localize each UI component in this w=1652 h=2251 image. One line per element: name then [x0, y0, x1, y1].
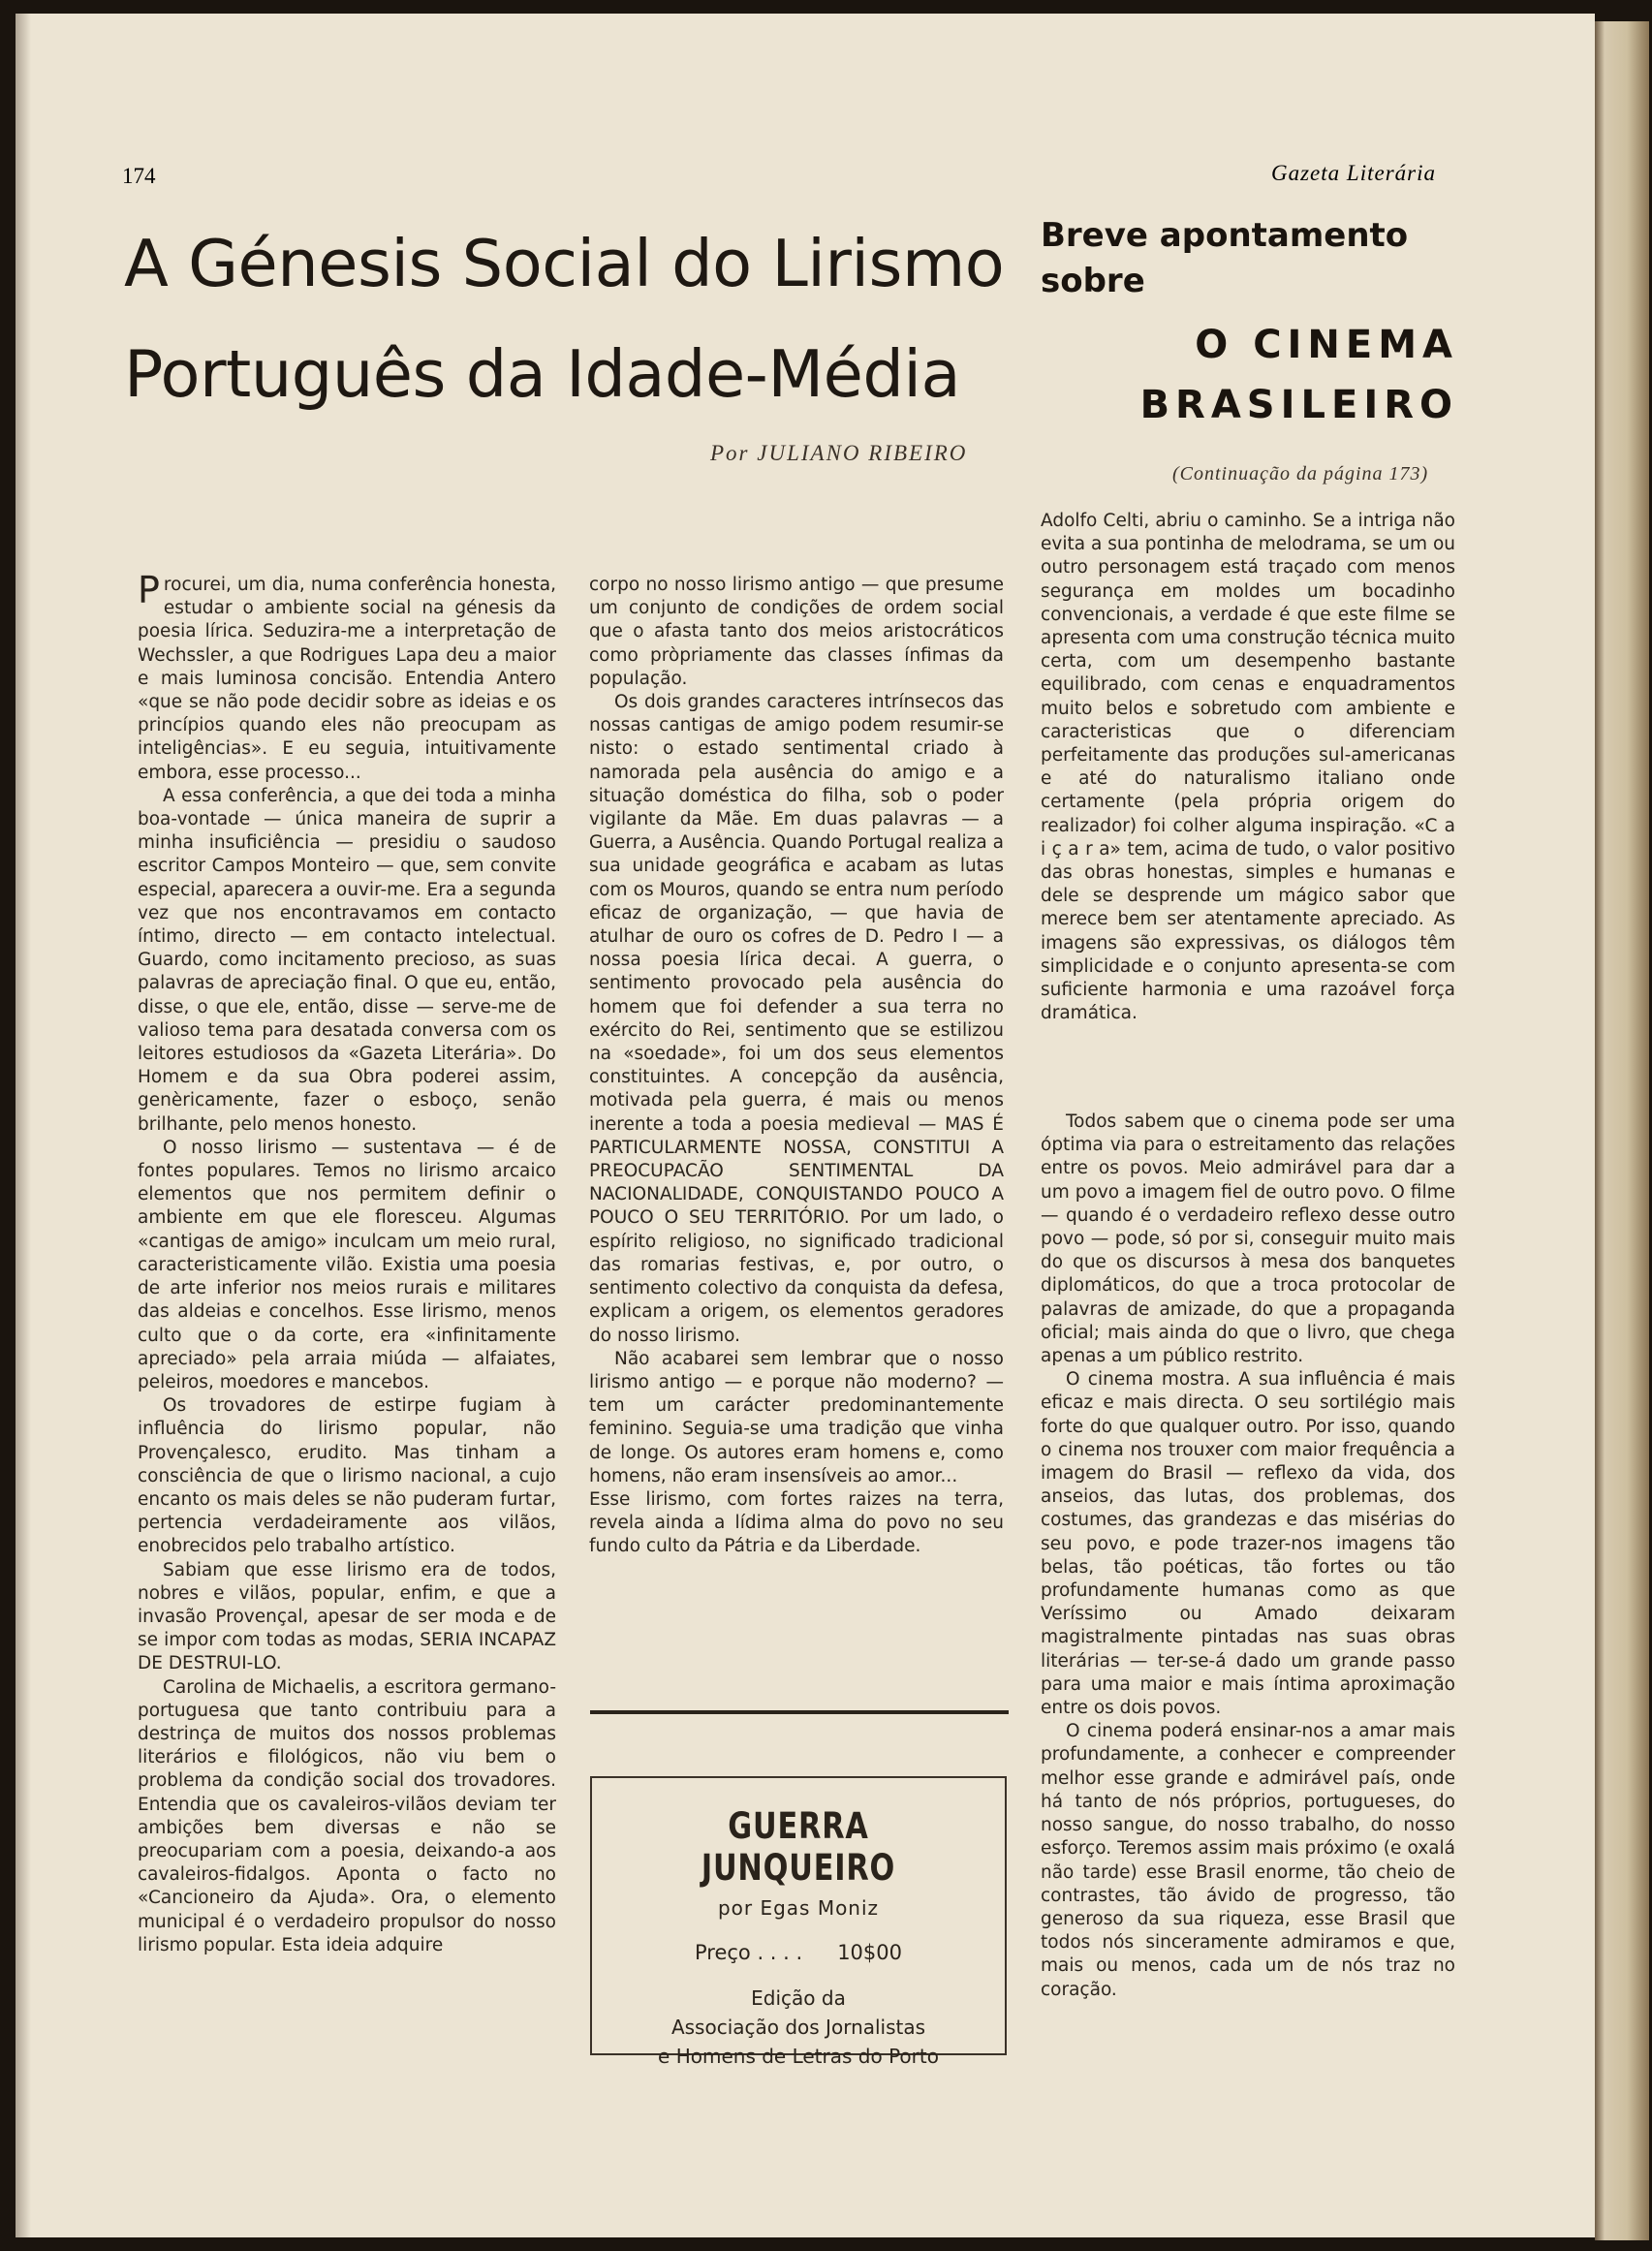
sidebar-paragraph: Adolfo Celti, abriu o caminho. Se a intriga não evita a sua pontinha de melodrama, se um ou outro personagem está traçado com menos segurança em moldes um bocadinho convencionais, a verdade é que este filme se apresenta com uma construção técnica muito certa, com um desempenho bastante equilibrado, com cenas e enquadramentos muito belos e sobretudo com ambiente e caracteristicas que o diferenciam perfeitamente das produções sul-americanas e até do naturalismo italiano onde certamente (pela própria origem do realizador) foi colher alguma inspiração. «C a i ç a r a» tem, acima de tudo, o valor positivo das obras honestas, simples e humanas e dele se desprende um mágico sabor que merece bem ser atentamente apreciado. As imagens são expressivas, os diálogos têm simplicidade e o conjunto apresenta-se com suficiente harmonia e uma razoável força dramática.: [1041, 511, 1455, 1024]
ad-edition-line: Edição da: [751, 1986, 846, 2010]
article-title-line2: Português da Idade-Média: [124, 336, 961, 412]
article-paragraph: Sabiam que esse lirismo era de todos, nobres e vilãos, popular, enfim, e que a invasão Provençal, apesar de ser moda e de se impor com todas as modas, SERIA INCAPAZ DE DESTRUI-LO.: [138, 1559, 556, 1674]
ad-title: GUERRA JUNQUEIRO: [701, 1805, 896, 1889]
sidebar-heading-large-line1: O CINEMA: [1195, 323, 1458, 367]
article-title: [124, 208, 1035, 429]
sidebar-column-top: [1041, 510, 1455, 1025]
article-paragraph: Os dois grandes caracteres intrínsecos das nossas cantigas de amigo podem resumir-se nisto: o estado sentimental criado à namorada pela ausência do amigo e a situação doméstica do filha, sob o poder vigilante da Mãe. Em duas palavras — a Guerra, a Ausência. Quando Portugal realiza a sua unidade geográfica e acabam as lutas com os Mouros, quando se entra num período eficaz de organização, — que havia de atulhar de ouro os cofres de D. Pedro I — a nossa poesia lírica decai. A guerra, o sentimento provocado pela ausência do homem que foi defender a sua terra no exército do Rei, sentimento que se estilizou na «soedade», foi um dos seus elementos constituintes. A concepção da ausência, motivada pela guerra, é mais ou menos inerente a toda a poesia medieval — MAS É PARTICULARMENTE NOSSA, CONSTITUI A PREOCUPACÃO SENTIMENTAL DA NACIONALIDADE, CONQUISTANDO POUCO A POUCO O SEU TERRITÓRIO. Por um lado, o espírito religioso, no significado tradicional das romarias festivas, e, por outro, o sentimento colectivo da conquista da defesa, explicam a origem, os elementos geradores do nosso lirismo.: [589, 692, 1004, 1346]
ad-edition-line: Associação dos Jornalistas: [670, 2016, 926, 2039]
sidebar-heading-small: [1041, 213, 1408, 304]
sidebar-paragraph: O cinema mostra. A sua influência é mais eficaz e mais directa. O seu sortilégio mais forte do que qualquer outro. Por isso, quando o cinema nos trouxer com maior frequência a imagem do Brasil — reflexo da vida, dos anseios, das lutas, dos problemas, dos costumes, das grandezas e das misérias do seu povo, e pode trazer-nos imagens tão belas, tão poéticas, tão fortes ou tão profundamente humanas como as que Veríssimo ou Amado deixaram magistralmente pintadas nas suas obras literárias — ter-se-á dado um grande passo para uma maior e mais íntima aproximação entre os dois povos.: [1041, 1369, 1455, 1719]
sidebar-paragraph: Todos sabem que o cinema pode ser uma óptima via para o estreitamento das relações entre os povos. Meio admirável para dar a um povo a imagem fiel de outro povo. O filme — quando é o verdadeiro reflexo desse outro povo — pode, só por si, conseguir muito mais do que os discursos à mesa dos banquetes diplomáticos, do que a troca protocolar de palavras de amizade, do que a propaganda oficial; mais ainda do que o livro, que chega apenas a um público restrito.: [1041, 1111, 1455, 1367]
article-paragraph: Procurei, um dia, numa conferência honesta, estudar o ambiente social na génesis da poesia lírica. Seduzira-me a interpretação de Wechssler, a que Rodrigues Lapa deu a maior e mais luminosa concisão. Entendia Antero «que se não pode decidir sobre as ideias e os princípios quando eles não preocupam as inteligências». E eu seguia, intuitivamente embora, esse processo...: [138, 569, 556, 783]
article-byline: Por JULIANO RIBEIRO: [710, 441, 968, 465]
ad-edition: [592, 1984, 1005, 2071]
article-paragraph: corpo no nosso lirismo antigo — que presume um conjunto de condições de ordem social que o afasta tanto dos meios aristocráticos como pròpriamente das classes ínfimas da população.: [589, 575, 1004, 689]
drop-cap: P: [138, 569, 160, 611]
article-paragraph: O nosso lirismo — sustentava — é de fontes populares. Temos no lirismo arcaico elementos que nos permitem definir o ambiente em que ele floresceu. Algumas «cantigas de amigo» inculcam um meio rural, caracteristicamente vilão. Existia uma poesia de arte inferior nos meios rurais e militares das aldeias e concelhos. Esse lirismo, menos culto que o da corte, era «infinitamente apreciado» pela arraia miúda — alfaiates, peleiros, moedores e mancebos.: [138, 1137, 556, 1392]
article-paragraph: Esse lirismo, com fortes raizes na terra, revela ainda a lídima alma do povo no seu fundo culto da Pátria e da Liberdade.: [589, 1488, 1004, 1557]
article-paragraph: Não acabarei sem lembrar que o nosso lirismo antigo — e porque não moderno? — tem um carácter predominantemente feminino. Seguia-se uma tradição que vinha de longe. Os autores eram homens e, como homens, não eram insensíveis ao amor...: [589, 1348, 1004, 1486]
sidebar-heading-large-line2: BRASILEIRO: [1139, 383, 1458, 427]
article-paragraph: A essa conferência, a que dei toda a minha boa-vontade — única maneira de suprir a minha insuficiência — presidiu o saudoso escritor Campos Monteiro — que, sem convite especial, aparecera a ouvir-me. Era a segunda vez que nos encontravamos em contacto íntimo, directo — em contacto intelectual. Guardo, como incitamento precioso, as suas palavras de apreciação final. O que eu, então, disse, o que ele, então, disse — serve-me de valioso tema para desatada conversa com os leitores estudiosos da «Gazeta Literária». Do Homem e da sua Obra poderei assim, genèricamente, fazer o esboço, senão brilhante, pelo menos honesto.: [138, 785, 556, 1135]
sidebar-heading-small-line2: sobre: [1041, 262, 1145, 300]
page-number: 174: [122, 164, 156, 188]
ad-price-value: 10$00: [837, 1941, 902, 1964]
article-paragraph: Os trovadores de estirpe fugiam à influência do lirismo popular, não Provençalesco, erudito. Mas tinham a consciência de que o lirismo nacional, a cujo encanto os mais deles se não puderam furtar, pertencia verdadeiramente aos vilãos, enobrecidos pelo trabalho artístico.: [138, 1395, 556, 1557]
ad-author: por Egas Moniz: [717, 1896, 880, 1920]
sidebar-heading-small-line1: Breve apontamento: [1041, 216, 1409, 255]
sidebar-heading-large: [1040, 315, 1458, 435]
book-advertisement: [590, 1776, 1007, 2068]
article-title-line1: A Génesis Social do Lirismo: [124, 226, 1005, 301]
column-divider-rule: [590, 1710, 1009, 1714]
ad-price-label: Preço . . . .: [695, 1941, 803, 1964]
article-paragraph: Carolina de Michaelis, a escritora germano-portuguesa que tanto contribuiu para a destrinça de muitos dos nossos problemas literários e filológicos, não viu bem o problema da condição social dos trovadores. Entendia que os cavaleiros-vilãos deviam ter ambições bem diversas e não se preocupariam com a poesia, deixando-a aos cavaleiros-fidalgos. Aponta o facto no «Cancioneiro da Ajuda». Ora, o elemento municipal é o verdadeiro propulsor do nosso lirismo popular. Esta ideia adquire: [138, 1676, 556, 1955]
page-shadow: [16, 14, 31, 2237]
ad-price: [592, 1941, 1005, 1964]
adjacent-page-edge: [1595, 21, 1649, 2240]
article-column-1: [138, 569, 556, 1957]
sidebar-paragraph: O cinema poderá ensinar-nos a amar mais profundamente, a conhecer e compreender melhor esse grande e admirável país, onde há tanto de nós próprios, portugueses, do nosso sangue, do nosso trabalho, do nosso esforço. Teremos assim mais próximo (e oxalá não tarde) esse Brasil enorme, tão cheio de contrastes, tão ávido de progresso, tão generoso da sua riqueza, esse Brasil que todos nós sinceramente admiramos e que, mais ou menos, cada um de nós traz no coração.: [1041, 1721, 1455, 2000]
ad-edition-line: e Homens de Letras do Porto: [658, 2045, 939, 2068]
publication-name: Gazeta Literária: [1271, 161, 1436, 185]
continuation-note: (Continuação da página 173): [1172, 463, 1429, 485]
article-column-2: [589, 574, 1004, 1559]
sidebar-column-bottom: [1041, 1110, 1455, 2002]
